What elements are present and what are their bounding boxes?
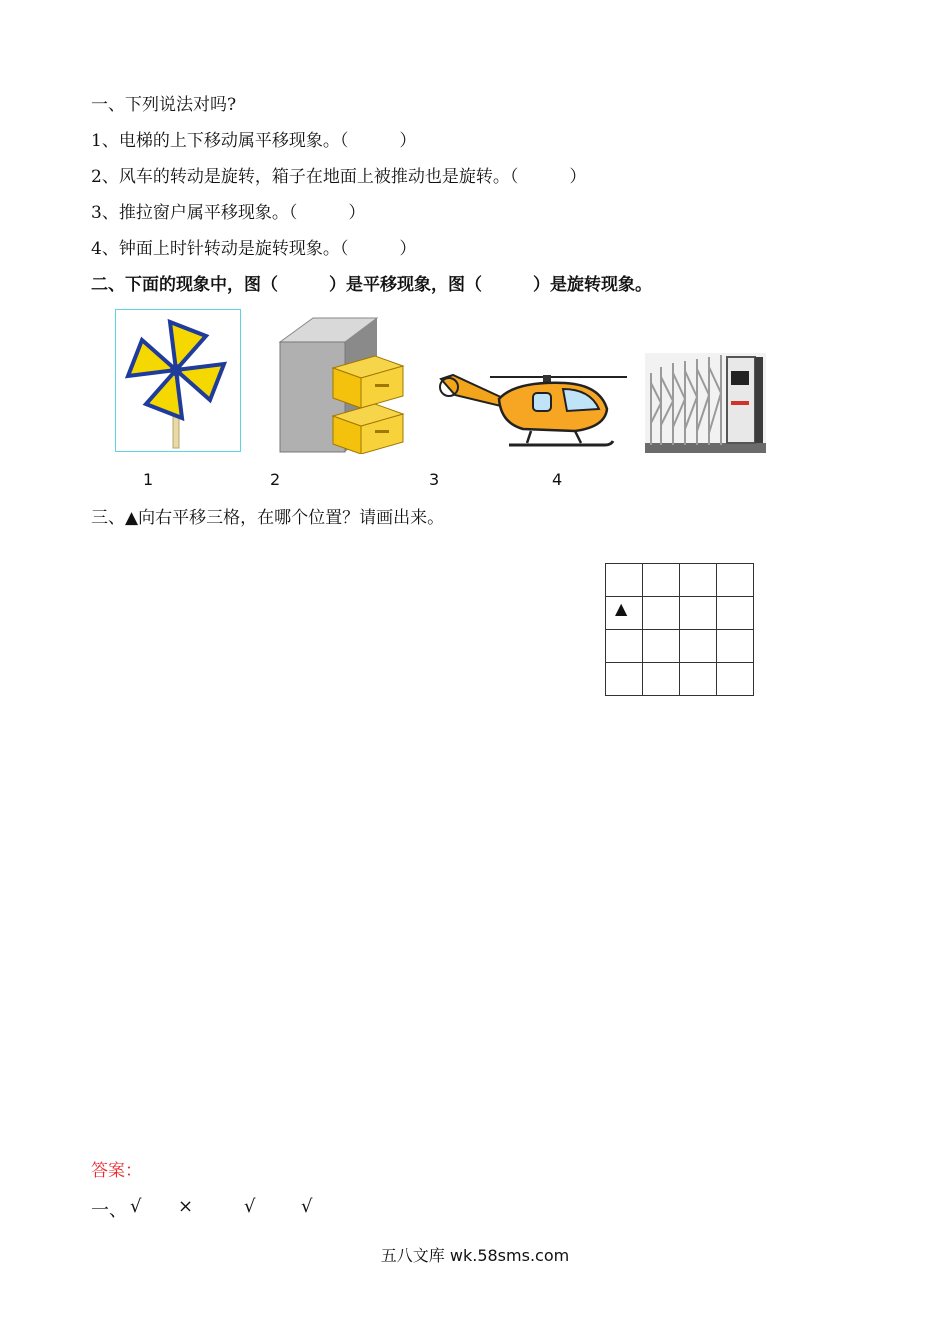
- helicopter-icon: [435, 365, 630, 453]
- grid-cell[interactable]: [680, 663, 717, 696]
- triangle-marker: ▲: [615, 599, 628, 618]
- grid-cell[interactable]: [606, 597, 643, 630]
- grid-cell[interactable]: [643, 564, 680, 597]
- figure-label-3: 3: [429, 470, 440, 489]
- retractable-gate-icon: [645, 353, 766, 453]
- answer-mark-4: √: [301, 1196, 313, 1217]
- grid-cell[interactable]: [606, 564, 643, 597]
- question-1-title: 一、下列说法对吗?: [91, 95, 237, 115]
- question-3-title: 三、▲向右平移三格，在哪个位置？请画出来。: [91, 508, 445, 528]
- grid-cell[interactable]: [717, 564, 754, 597]
- figure-label-1: 1: [143, 470, 154, 489]
- grid-cell[interactable]: [606, 663, 643, 696]
- answer-mark-1: √: [130, 1196, 142, 1217]
- question-1-item-1: 1、电梯的上下移动属平移现象。（ ）: [91, 131, 417, 151]
- footer-watermark: 五八文库 wk.58sms.com: [380, 1246, 570, 1265]
- grid-cell[interactable]: [680, 630, 717, 663]
- question-2-title: 二、下面的现象中，图（ ）是平移现象，图（ ）是旋转现象。: [91, 275, 652, 295]
- question-1-item-3: 3、推拉窗户属平移现象。（ ）: [91, 203, 366, 223]
- grid-cell[interactable]: [717, 597, 754, 630]
- grid-cell[interactable]: [643, 663, 680, 696]
- answer-mark-2: ×: [178, 1196, 194, 1217]
- file-cabinet-icon: [275, 316, 405, 454]
- translation-grid: [605, 563, 754, 696]
- grid-cell[interactable]: [606, 630, 643, 663]
- figure-label-4: 4: [552, 470, 563, 489]
- grid-cell[interactable]: [680, 597, 717, 630]
- pinwheel-icon: [115, 309, 241, 452]
- grid-cell[interactable]: [680, 564, 717, 597]
- figure-label-2: 2: [270, 470, 281, 489]
- grid-cell[interactable]: [643, 597, 680, 630]
- grid-cell[interactable]: [717, 663, 754, 696]
- question-1-item-2: 2、风车的转动是旋转，箱子在地面上被推动也是旋转。（ ）: [91, 167, 587, 187]
- grid-cell[interactable]: [717, 630, 754, 663]
- question-1-item-4: 4、钟面上时针转动是旋转现象。（ ）: [91, 239, 417, 259]
- grid-cell[interactable]: [643, 630, 680, 663]
- answer-prefix: 一、: [91, 1200, 127, 1221]
- answer-heading: 答案：: [91, 1161, 142, 1181]
- answer-mark-3: √: [244, 1196, 256, 1217]
